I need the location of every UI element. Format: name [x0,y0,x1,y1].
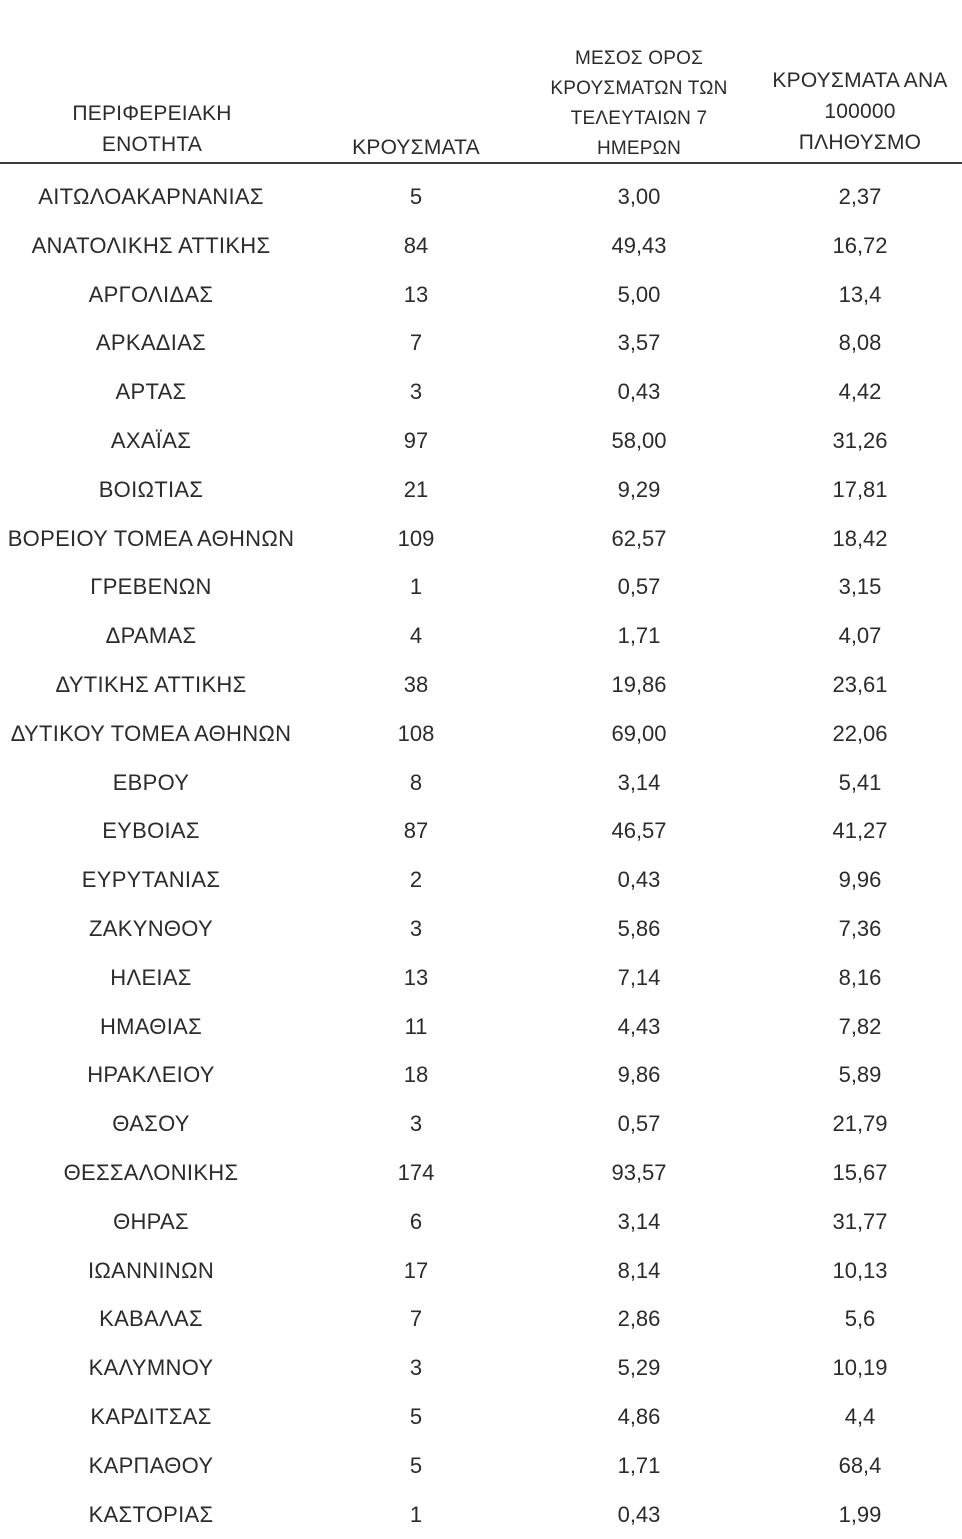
cell-per-100000: 5,41 [838,769,882,795]
cell-7day-average: 0,57 [617,574,661,600]
table-row [0,173,962,222]
cell-regional-unit: ΘΕΣΣΑΛΟΝΙΚΗΣ [63,1159,239,1185]
cell-per-100000: 17,81 [832,476,888,502]
table-row [0,612,962,661]
cell-7day-average: 4,43 [617,1013,661,1039]
cell-cases: 18 [403,1062,429,1088]
cell-7day-average: 0,43 [617,379,661,405]
cell-per-100000: 68,4 [838,1452,882,1478]
cell-regional-unit: ΘΑΣΟΥ [112,1111,190,1137]
cell-7day-average: 58,00 [611,427,667,453]
cell-cases: 3 [409,379,423,405]
cell-regional-unit: ΑΙΤΩΛΟΑΚΑΡΝΑΝΙΑΣ [38,184,264,209]
cell-cases: 5 [409,1452,423,1478]
cell-7day-average: 19,86 [611,671,667,697]
cell-cases: 108 [397,720,435,746]
header-text-line: ΠΕΡΙΦΕΡΕΙΑΚΗ [72,102,232,125]
table-row [0,1198,962,1247]
cell-per-100000: 31,26 [832,427,888,453]
table-row [0,1393,962,1442]
cell-7day-average: 93,57 [611,1159,667,1185]
cell-7day-average: 0,43 [617,1501,661,1527]
cell-cases: 38 [403,671,429,697]
cell-per-100000: 10,19 [832,1355,888,1381]
cell-regional-unit: ΗΡΑΚΛΕΙΟΥ [87,1062,215,1088]
table-row [0,1003,962,1052]
table-row [0,1491,962,1539]
table-row [0,1247,962,1296]
cell-regional-unit: ΔΥΤΙΚΗΣ ΑΤΤΙΚΗΣ [55,671,247,697]
cell-per-100000: 3,15 [838,574,882,600]
cell-per-100000: 23,61 [832,671,888,697]
header-text-line: ΚΡΟΥΣΜΑΤΩΝ ΤΩΝ [550,78,728,99]
cell-7day-average: 62,57 [611,525,667,551]
cell-regional-unit: ΑΧΑΪΑΣ [110,427,192,453]
cell-cases: 2 [409,867,423,893]
cell-per-100000: 5,89 [838,1062,882,1088]
cell-per-100000: 5,6 [844,1306,876,1332]
header-text-line: ΗΜΕΡΩΝ [596,138,682,159]
cell-cases: 5 [409,1403,423,1429]
cell-cases: 109 [397,525,435,551]
cell-regional-unit: ΚΑΛΥΜΝΟΥ [88,1355,214,1381]
cell-regional-unit: ΑΡΓΟΛΙΔΑΣ [88,281,214,307]
cell-regional-unit: ΔΡΑΜΑΣ [105,623,197,649]
cell-per-100000: 41,27 [832,818,888,844]
cell-per-100000: 4,4 [844,1403,876,1429]
cell-7day-average: 49,43 [611,232,667,258]
cell-cases: 97 [403,427,429,453]
cell-regional-unit: ΑΡΚΑΔΙΑΣ [95,330,207,356]
cell-cases: 3 [409,1355,423,1381]
cell-7day-average: 7,14 [617,964,661,990]
cell-per-100000: 9,96 [838,867,882,893]
cell-7day-average: 46,57 [611,818,667,844]
cell-regional-unit: ΒΟΙΩΤΙΑΣ [98,476,204,502]
cell-regional-unit: ΒΟΡΕΙΟΥ ΤΟΜΕΑ ΑΘΗΝΩΝ [7,525,295,551]
cell-cases: 8 [409,769,423,795]
table-row [0,319,962,368]
cell-per-100000: 21,79 [832,1111,888,1137]
cell-per-100000: 8,08 [838,330,882,356]
cell-cases: 6 [409,1208,423,1234]
table-row [0,759,962,808]
cell-per-100000: 7,36 [838,915,882,941]
cell-7day-average: 9,86 [617,1062,661,1088]
cell-7day-average: 5,86 [617,915,661,941]
cell-per-100000: 1,99 [838,1501,882,1527]
table-row [0,271,962,320]
cell-7day-average: 9,29 [617,476,661,502]
cell-7day-average: 2,86 [617,1306,661,1332]
cell-per-100000: 10,13 [832,1257,888,1283]
table-row [0,954,962,1003]
cell-regional-unit: ΚΑΒΑΛΑΣ [99,1306,203,1332]
cell-regional-unit: ΙΩΑΝΝΙΝΩΝ [87,1257,215,1283]
table-row [0,1149,962,1198]
table-row [0,563,962,612]
header-text-line: ΤΕΛΕΥΤΑΙΩΝ 7 [570,108,708,129]
cell-cases: 5 [409,184,423,209]
cell-cases: 174 [397,1159,435,1185]
cell-per-100000: 8,16 [838,964,882,990]
cell-regional-unit: ΚΑΣΤΟΡΙΑΣ [88,1501,214,1527]
cell-per-100000: 15,67 [832,1159,888,1185]
table-row [0,515,962,564]
cell-per-100000: 16,72 [832,232,888,258]
cell-regional-unit: ΕΒΡΟΥ [112,769,190,795]
header-cases [320,132,512,163]
header-text-line: ΕΝΟΤΗΤΑ [101,133,203,156]
cell-cases: 11 [404,1013,428,1039]
table-row [0,661,962,710]
cell-regional-unit: ΚΑΡΠΑΘΟΥ [88,1452,214,1478]
cell-per-100000: 2,37 [838,184,882,209]
cell-regional-unit: ΑΡΤΑΣ [115,379,187,405]
table-row [0,417,962,466]
cell-regional-unit: ΓΡΕΒΕΝΩΝ [90,574,212,600]
cell-7day-average: 1,71 [617,623,661,649]
header-cases-per-100000 [758,65,962,158]
cell-7day-average: 0,57 [617,1111,661,1137]
table-row [0,466,962,515]
cell-per-100000: 7,82 [838,1013,882,1039]
table-row [0,368,962,417]
cell-7day-average: 3,14 [617,769,661,795]
cell-cases: 1 [409,574,423,600]
cell-per-100000: 22,06 [832,720,888,746]
cell-cases: 3 [409,915,423,941]
cell-cases: 7 [409,1306,423,1332]
cell-regional-unit: ΕΥΡΥΤΑΝΙΑΣ [81,867,221,893]
header-text-line: ΠΛΗΘΥΣΜΟ [798,131,922,154]
cell-7day-average: 8,14 [617,1257,661,1283]
table-row [0,1051,962,1100]
cell-regional-unit: ΘΗΡΑΣ [113,1208,189,1234]
cell-per-100000: 31,77 [832,1208,888,1234]
table-row [0,856,962,905]
cell-regional-unit: ΚΑΡΔΙΤΣΑΣ [90,1403,212,1429]
cell-7day-average: 69,00 [611,720,667,746]
cell-per-100000: 4,07 [838,623,882,649]
cell-regional-unit: ΗΛΕΙΑΣ [110,964,192,990]
table-row [0,1442,962,1491]
cell-7day-average: 4,86 [617,1403,661,1429]
cell-regional-unit: ΑΝΑΤΟΛΙΚΗΣ ΑΤΤΙΚΗΣ [31,232,271,258]
table-body [0,173,962,1539]
cell-7day-average: 0,43 [617,867,661,893]
cell-cases: 87 [403,818,429,844]
table-row [0,1295,962,1344]
table-row [0,807,962,856]
cell-cases: 4 [409,623,423,649]
cell-per-100000: 18,42 [832,525,888,551]
cell-cases: 1 [409,1501,423,1527]
cell-per-100000: 13,4 [838,281,882,307]
header-7day-average [532,44,746,164]
cell-7day-average: 1,71 [617,1452,661,1478]
table-row [0,1100,962,1149]
cell-regional-unit: ΖΑΚΥΝΘΟΥ [89,915,213,941]
cell-per-100000: 4,42 [838,379,882,405]
cell-cases: 7 [409,330,423,356]
table-row [0,1344,962,1393]
cell-7day-average: 3,14 [617,1208,661,1234]
table-row [0,222,962,271]
header-text-line: ΚΡΟΥΣΜΑΤΑ ΑΝΑ [772,69,948,92]
cell-cases: 13 [403,964,429,990]
header-text-line: ΜΕΣΟΣ ΟΡΟΣ [574,48,704,69]
cell-cases: 21 [403,476,429,502]
cell-regional-unit: ΔΥΤΙΚΟΥ ΤΟΜΕΑ ΑΘΗΝΩΝ [10,720,292,746]
cell-7day-average: 5,29 [617,1355,661,1381]
cell-cases: 84 [403,232,429,258]
header-regional-unit [2,98,302,160]
cell-cases: 17 [403,1257,429,1283]
table-row [0,905,962,954]
cell-7day-average: 5,00 [617,281,661,307]
cell-7day-average: 3,57 [617,330,661,356]
header-text-line: ΚΡΟΥΣΜΑΤΑ [352,136,480,159]
cell-regional-unit: ΕΥΒΟΙΑΣ [102,818,200,844]
cell-regional-unit: ΗΜΑΘΙΑΣ [99,1013,203,1039]
header-text-line: 100000 [824,100,896,123]
cell-7day-average: 3,00 [617,184,661,209]
table-header [0,0,962,164]
cell-cases: 3 [409,1111,423,1137]
table-row [0,710,962,759]
cell-cases: 13 [403,281,429,307]
